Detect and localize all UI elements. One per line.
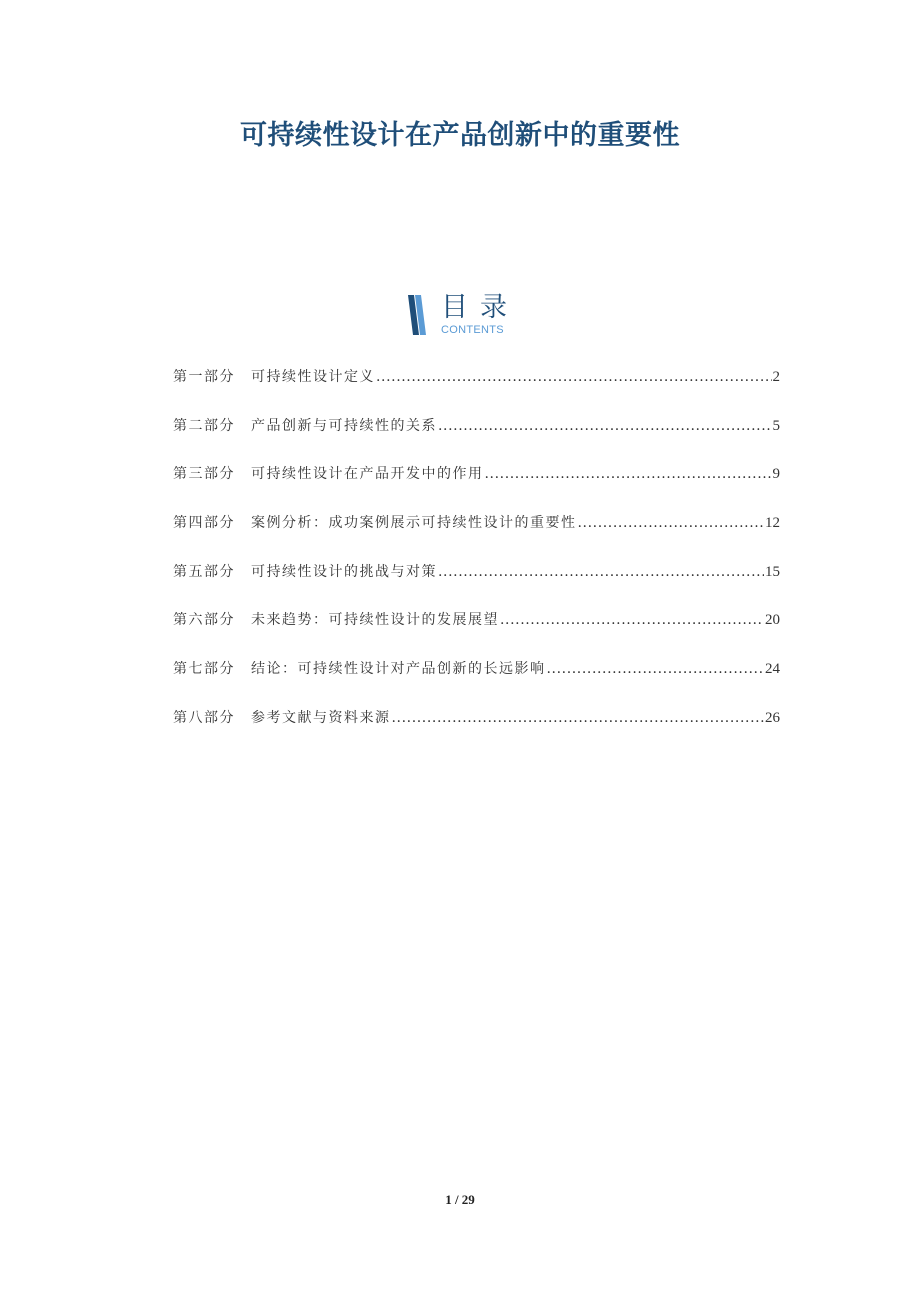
toc-entry[interactable] bbox=[173, 512, 780, 561]
toc-page-number: 15 bbox=[765, 563, 780, 580]
toc-part-label: 第八部分 bbox=[173, 709, 235, 726]
toc-entry-title: 可持续性设计定义 bbox=[251, 369, 375, 385]
toc-part-label: 第二部分 bbox=[173, 417, 235, 434]
dot-leader bbox=[392, 710, 765, 726]
toc-page-number: 20 bbox=[765, 612, 780, 629]
dot-leader bbox=[485, 466, 772, 482]
toc-entry[interactable] bbox=[173, 658, 780, 707]
toc-page-number: 5 bbox=[772, 417, 780, 434]
toc-page-number: 26 bbox=[765, 709, 780, 726]
toc-part-label: 第一部分 bbox=[173, 369, 235, 385]
dot-leader bbox=[578, 515, 765, 531]
toc-entry[interactable] bbox=[173, 415, 780, 464]
toc-page-number: 24 bbox=[765, 661, 780, 678]
toc-entry[interactable] bbox=[173, 707, 780, 756]
toc-page-number: 9 bbox=[772, 466, 780, 483]
toc-entry-title: 案例分析：成功案例展示可持续性设计的重要性 bbox=[251, 515, 577, 532]
toc-entry-title: 可持续性设计的挑战与对策 bbox=[251, 563, 437, 580]
dot-leader bbox=[547, 661, 765, 677]
page-indicator: 1 / 29 bbox=[445, 1192, 475, 1207]
document-title: 可持续性设计在产品创新中的重要性 bbox=[240, 120, 680, 151]
toc-page-number: 2 bbox=[772, 369, 780, 385]
toc-entry-title: 未来趋势：可持续性设计的发展展望 bbox=[251, 612, 499, 629]
toc-entry-title: 结论：可持续性设计对产品创新的长远影响 bbox=[251, 661, 546, 678]
dot-leader bbox=[438, 564, 764, 580]
dot-leader bbox=[438, 418, 772, 434]
toc-part-label: 第五部分 bbox=[173, 563, 235, 580]
toc-entry-title: 可持续性设计在产品开发中的作用 bbox=[251, 466, 484, 483]
toc-entry[interactable] bbox=[173, 609, 780, 658]
dot-leader bbox=[500, 612, 764, 628]
toc-entry[interactable] bbox=[173, 366, 780, 415]
table-of-contents bbox=[173, 366, 780, 756]
toc-subheading: CONTENTS bbox=[441, 324, 504, 336]
toc-entry[interactable] bbox=[173, 561, 780, 610]
toc-page-number: 12 bbox=[765, 515, 780, 532]
toc-header bbox=[405, 292, 525, 338]
toc-part-label: 第七部分 bbox=[173, 661, 235, 678]
dot-leader bbox=[376, 369, 772, 385]
toc-entry[interactable] bbox=[173, 463, 780, 512]
toc-heading: 目录 bbox=[441, 292, 519, 323]
toc-entry-title: 参考文献与资料来源 bbox=[251, 709, 391, 726]
toc-part-label: 第六部分 bbox=[173, 612, 235, 629]
contents-logo-icon bbox=[405, 292, 431, 338]
toc-part-label: 第三部分 bbox=[173, 466, 235, 483]
toc-part-label: 第四部分 bbox=[173, 515, 235, 532]
toc-entry-title: 产品创新与可持续性的关系 bbox=[251, 417, 437, 434]
